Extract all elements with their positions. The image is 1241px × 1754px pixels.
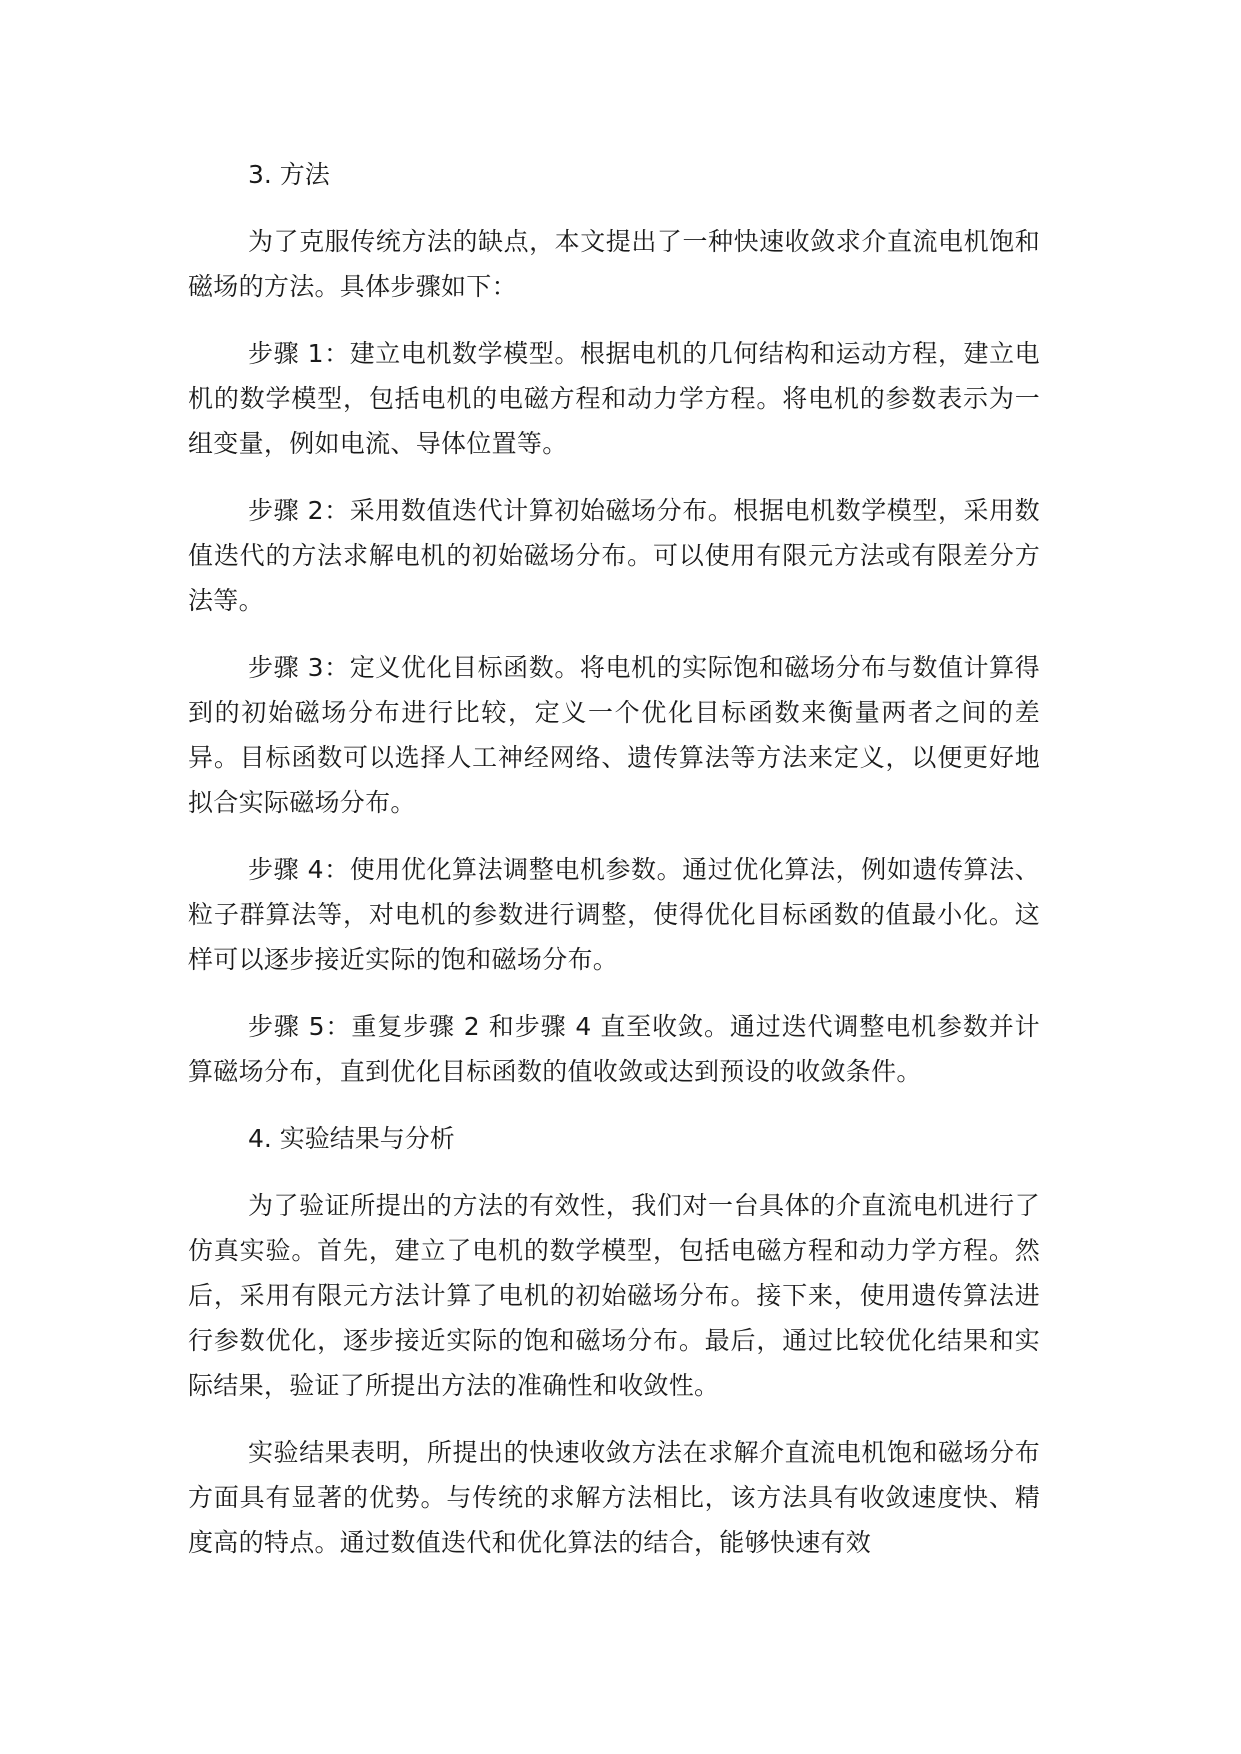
results-paragraph: 实验结果表明，所提出的快速收敛方法在求解介直流电机饱和磁场分布方面具有显著的优势。与传统的求解方法相比，该方法具有收敛速度快、精度高的特点。通过数值迭代和优化算法的结合，能够快速有效 bbox=[188, 1438, 1040, 1557]
document-body bbox=[188, 152, 1040, 1565]
section-3-heading: 3. 方法 bbox=[248, 160, 330, 189]
step-4-paragraph: 步骤 4：使用优化算法调整电机参数。通过优化算法，例如遗传算法、粒子群算法等，对电机的参数进行调整，使得优化目标函数的值最小化。这样可以逐步接近实际的饱和磁场分布。 bbox=[188, 855, 1040, 974]
step-1-paragraph: 步骤 1：建立电机数学模型。根据电机的几何结构和运动方程，建立电机的数学模型，包括电机的电磁方程和动力学方程。将电机的参数表示为一组变量，例如电流、导体位置等。 bbox=[188, 339, 1040, 458]
step-2-paragraph: 步骤 2：采用数值迭代计算初始磁场分布。根据电机数学模型，采用数值迭代的方法求解电机的初始磁场分布。可以使用有限元方法或有限差分方法等。 bbox=[188, 496, 1040, 615]
step-5-paragraph: 步骤 5：重复步骤 2 和步骤 4 直至收敛。通过迭代调整电机参数并计算磁场分布，直到优化目标函数的值收敛或达到预设的收敛条件。 bbox=[188, 1012, 1040, 1086]
section-3-intro: 为了克服传统方法的缺点，本文提出了一种快速收敛求介直流电机饱和磁场的方法。具体步骤如下： bbox=[188, 227, 1040, 301]
section-4-heading: 4. 实验结果与分析 bbox=[248, 1124, 455, 1153]
experiment-paragraph: 为了验证所提出的方法的有效性，我们对一台具体的介直流电机进行了仿真实验。首先，建立了电机的数学模型，包括电磁方程和动力学方程。然后，采用有限元方法计算了电机的初始磁场分布。接下来，使用遗传算法进行参数优化，逐步接近实际的饱和磁场分布。最后，通过比较优化结果和实际结果，验证了所提出方法的准确性和收敛性。 bbox=[188, 1191, 1040, 1400]
step-3-paragraph: 步骤 3：定义优化目标函数。将电机的实际饱和磁场分布与数值计算得到的初始磁场分布进行比较，定义一个优化目标函数来衡量两者之间的差异。目标函数可以选择人工神经网络、遗传算法等方法来定义，以便更好地拟合实际磁场分布。 bbox=[188, 653, 1040, 817]
